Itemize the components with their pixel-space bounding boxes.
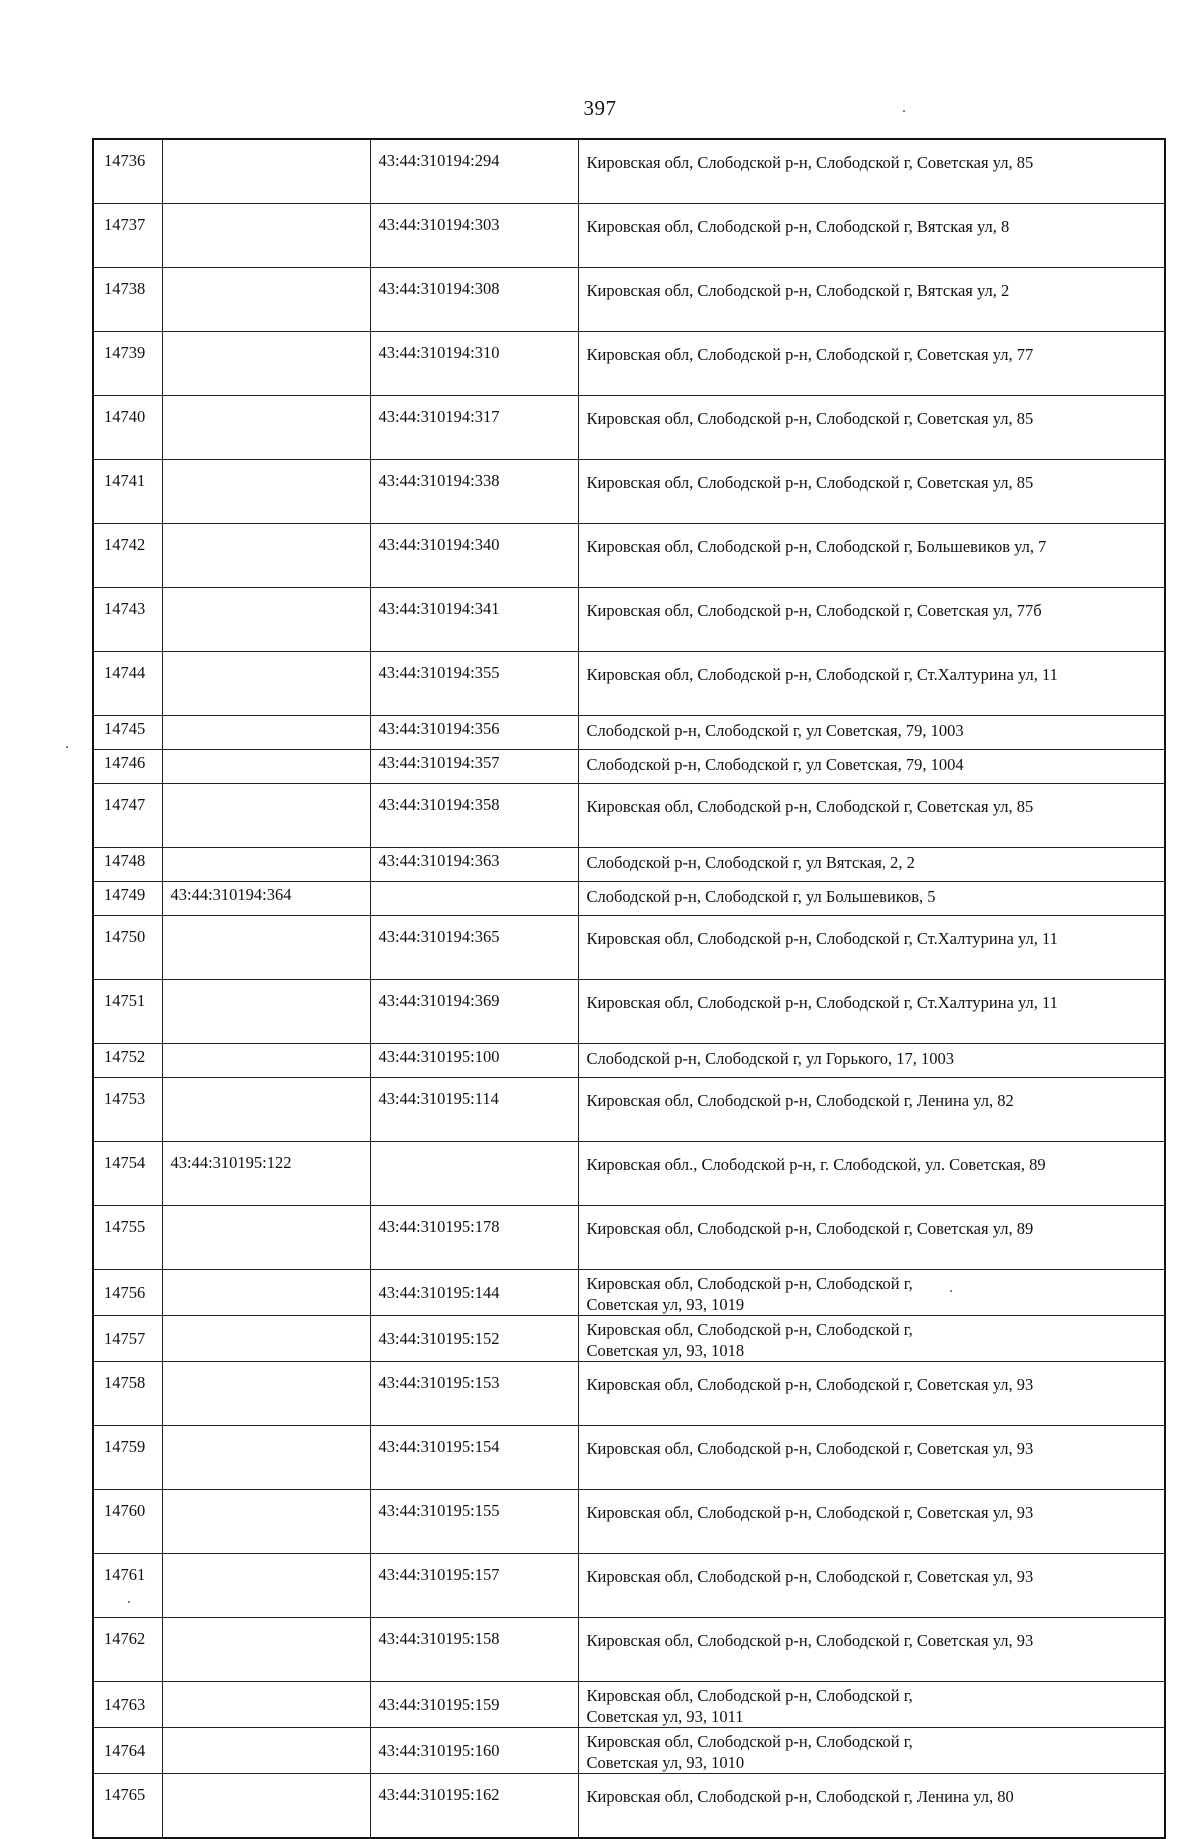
row-number-cell: 14743 [93,588,162,652]
address-cell: Кировская обл, Слободской р-н, Слободской г, Советская ул, 93 [578,1490,1165,1554]
cadastral-number-alt-cell: 43:44:310195:144 [370,1270,578,1316]
scan-speck [950,1290,952,1292]
cadastral-number-alt-cell: 43:44:310194:317 [370,396,578,460]
cadastral-number-alt-cell: 43:44:310194:338 [370,460,578,524]
cadastral-number-alt-cell: 43:44:310194:340 [370,524,578,588]
address-cell: Кировская обл, Слободской р-н, Слободской г, Советская ул, 93 [578,1362,1165,1426]
row-number-cell: 14736 [93,139,162,204]
row-number-cell: 14750 [93,916,162,980]
cadastral-number-alt-cell: 43:44:310195:114 [370,1078,578,1142]
registry-table-body [93,139,1165,1838]
row-number-cell: 14760 [93,1490,162,1554]
cadastral-number-alt-cell: 43:44:310195:162 [370,1774,578,1839]
address-cell: Слободской р-н, Слободской г, ул Советская, 79, 1004 [578,750,1165,784]
cadastral-number-cell [162,1362,370,1426]
table-row [93,1554,1165,1618]
cadastral-number-cell: 43:44:310194:364 [162,882,370,916]
cadastral-number-cell [162,784,370,848]
table-row [93,1774,1165,1839]
cadastral-number-alt-cell [370,882,578,916]
table-row [93,652,1165,716]
cadastral-number-alt-cell: 43:44:310194:294 [370,139,578,204]
row-number-cell: 14754 [93,1142,162,1206]
row-number-cell: 14765 [93,1774,162,1839]
address-cell: Кировская обл, Слободской р-н, Слободской г, Советская ул, 93 [578,1618,1165,1682]
cadastral-number-cell [162,1426,370,1490]
address-cell: Слободской р-н, Слободской г, ул Большевиков, 5 [578,882,1165,916]
row-number-cell: 14745 [93,716,162,750]
cadastral-number-alt-cell: 43:44:310194:310 [370,332,578,396]
cadastral-number-cell [162,1044,370,1078]
table-row [93,524,1165,588]
address-cell: Кировская обл, Слободской р-н, Слободской г, Ст.Халтурина ул, 11 [578,916,1165,980]
table-row [93,980,1165,1044]
row-number-cell: 14759 [93,1426,162,1490]
table-row [93,396,1165,460]
cadastral-number-cell: 43:44:310195:122 [162,1142,370,1206]
table-row [93,848,1165,882]
row-number-cell: 14763 [93,1682,162,1728]
address-cell: Слободской р-н, Слободской г, ул Вятская, 2, 2 [578,848,1165,882]
address-cell: Кировская обл, Слободской р-н, Слободской г, Советская ул, 89 [578,1206,1165,1270]
cadastral-number-alt-cell: 43:44:310195:160 [370,1728,578,1774]
address-cell: Кировская обл, Слободской р-н, Слободской г, Советская ул, 93, 1019 [578,1270,1165,1316]
table-row [93,268,1165,332]
address-cell: Кировская обл, Слободской р-н, Слободской г, Советская ул, 85 [578,460,1165,524]
cadastral-number-cell [162,916,370,980]
cadastral-number-alt-cell: 43:44:310194:363 [370,848,578,882]
cadastral-number-cell [162,1490,370,1554]
cadastral-number-cell [162,460,370,524]
cadastral-number-alt-cell: 43:44:310195:100 [370,1044,578,1078]
cadastral-number-alt-cell: 43:44:310195:154 [370,1426,578,1490]
table-row [93,139,1165,204]
cadastral-number-alt-cell: 43:44:310194:341 [370,588,578,652]
table-row [93,1206,1165,1270]
table-row [93,1682,1165,1728]
table-row [93,750,1165,784]
cadastral-number-alt-cell: 43:44:310194:308 [370,268,578,332]
table-row [93,1728,1165,1774]
cadastral-number-alt-cell: 43:44:310194:365 [370,916,578,980]
address-cell: Кировская обл, Слободской р-н, Слободской г, Ст.Халтурина ул, 11 [578,652,1165,716]
row-number-cell: 14741 [93,460,162,524]
cadastral-number-cell [162,1618,370,1682]
address-cell: Кировская обл, Слободской р-н, Слободской г, Ленина ул, 80 [578,1774,1165,1839]
cadastral-number-cell [162,1682,370,1728]
address-cell: Кировская обл, Слободской р-н, Слободской г, Советская ул, 85 [578,396,1165,460]
table-row [93,332,1165,396]
row-number-cell: 14737 [93,204,162,268]
cadastral-number-alt-cell: 43:44:310194:356 [370,716,578,750]
table-row [93,460,1165,524]
row-number-cell: 14742 [93,524,162,588]
address-cell: Кировская обл, Слободской р-н, Слободской г, Советская ул, 93, 1018 [578,1316,1165,1362]
cadastral-number-cell [162,268,370,332]
cadastral-number-cell [162,1270,370,1316]
cadastral-number-cell [162,1206,370,1270]
table-row [93,1316,1165,1362]
row-number-cell: 14761 [93,1554,162,1618]
row-number-cell: 14739 [93,332,162,396]
cadastral-number-cell [162,332,370,396]
cadastral-number-alt-cell: 43:44:310194:357 [370,750,578,784]
cadastral-number-alt-cell: 43:44:310194:358 [370,784,578,848]
address-cell: Слободской р-н, Слободской г, ул Советская, 79, 1003 [578,716,1165,750]
address-cell: Кировская обл, Слободской р-н, Слободской г, Большевиков ул, 7 [578,524,1165,588]
cadastral-number-cell [162,750,370,784]
table-row [93,1426,1165,1490]
cadastral-number-alt-cell: 43:44:310195:157 [370,1554,578,1618]
row-number-cell: 14762 [93,1618,162,1682]
row-number-cell: 14751 [93,980,162,1044]
address-cell: Кировская обл, Слободской р-н, Слободской г, Ст.Халтурина ул, 11 [578,980,1165,1044]
address-cell: Кировская обл., Слободской р-н, г. Слободской, ул. Советская, 89 [578,1142,1165,1206]
scan-speck [66,746,68,748]
address-cell: Кировская обл, Слободской р-н, Слободской г, Советская ул, 77 [578,332,1165,396]
cadastral-number-alt-cell: 43:44:310195:152 [370,1316,578,1362]
cadastral-number-alt-cell: 43:44:310195:159 [370,1682,578,1728]
row-number-cell: 14758 [93,1362,162,1426]
cadastral-number-cell [162,1078,370,1142]
cadastral-number-cell [162,396,370,460]
row-number-cell: 14744 [93,652,162,716]
table-row [93,1270,1165,1316]
row-number-cell: 14747 [93,784,162,848]
cadastral-number-alt-cell: 43:44:310195:178 [370,1206,578,1270]
cadastral-number-alt-cell: 43:44:310194:355 [370,652,578,716]
cadastral-number-alt-cell [370,1142,578,1206]
address-cell: Кировская обл, Слободской р-н, Слободской г, Советская ул, 93, 1011 [578,1682,1165,1728]
cadastral-number-cell [162,1728,370,1774]
row-number-cell: 14748 [93,848,162,882]
address-cell: Кировская обл, Слободской р-н, Слободской г, Вятская ул, 2 [578,268,1165,332]
registry-table [92,138,1166,1839]
cadastral-number-alt-cell: 43:44:310195:158 [370,1618,578,1682]
table-row [93,588,1165,652]
table-row [93,716,1165,750]
address-cell: Кировская обл, Слободской р-н, Слободской г, Советская ул, 85 [578,784,1165,848]
address-cell: Кировская обл, Слободской р-н, Слободской г, Советская ул, 93 [578,1426,1165,1490]
table-row [93,1490,1165,1554]
table-row [93,1362,1165,1426]
address-cell: Слободской р-н, Слободской г, ул Горького, 17, 1003 [578,1044,1165,1078]
cadastral-number-cell [162,139,370,204]
cadastral-number-cell [162,1316,370,1362]
address-cell: Кировская обл, Слободской р-н, Слободской г, Советская ул, 93, 1010 [578,1728,1165,1774]
address-cell: Кировская обл, Слободской р-н, Слободской г, Советская ул, 77б [578,588,1165,652]
address-cell: Кировская обл, Слободской р-н, Слободской г, Советская ул, 85 [578,139,1165,204]
row-number-cell: 14764 [93,1728,162,1774]
address-cell: Кировская обл, Слободской р-н, Слободской г, Вятская ул, 8 [578,204,1165,268]
row-number-cell: 14752 [93,1044,162,1078]
row-number-cell: 14738 [93,268,162,332]
table-row [93,204,1165,268]
row-number-cell: 14740 [93,396,162,460]
page-number: 397 [583,96,617,120]
address-cell: Кировская обл, Слободской р-н, Слободской г, Ленина ул, 82 [578,1078,1165,1142]
table-row [93,1078,1165,1142]
table-row [93,882,1165,916]
row-number-cell: 14749 [93,882,162,916]
cadastral-number-cell [162,1774,370,1839]
row-number-cell: 14755 [93,1206,162,1270]
scan-speck [903,110,905,112]
cadastral-number-cell [162,1554,370,1618]
row-number-cell: 14757 [93,1316,162,1362]
cadastral-number-cell [162,204,370,268]
table-row [93,784,1165,848]
row-number-cell: 14753 [93,1078,162,1142]
table-row [93,916,1165,980]
cadastral-number-cell [162,652,370,716]
address-cell: Кировская обл, Слободской р-н, Слободской г, Советская ул, 93 [578,1554,1165,1618]
cadastral-number-alt-cell: 43:44:310194:303 [370,204,578,268]
cadastral-number-cell [162,980,370,1044]
scan-speck [128,1601,130,1603]
cadastral-number-alt-cell: 43:44:310195:155 [370,1490,578,1554]
cadastral-number-cell [162,716,370,750]
cadastral-number-cell [162,848,370,882]
cadastral-number-alt-cell: 43:44:310194:369 [370,980,578,1044]
cadastral-number-cell [162,524,370,588]
table-row [93,1142,1165,1206]
table-row [93,1044,1165,1078]
row-number-cell: 14756 [93,1270,162,1316]
table-row [93,1618,1165,1682]
cadastral-number-alt-cell: 43:44:310195:153 [370,1362,578,1426]
row-number-cell: 14746 [93,750,162,784]
cadastral-number-cell [162,588,370,652]
